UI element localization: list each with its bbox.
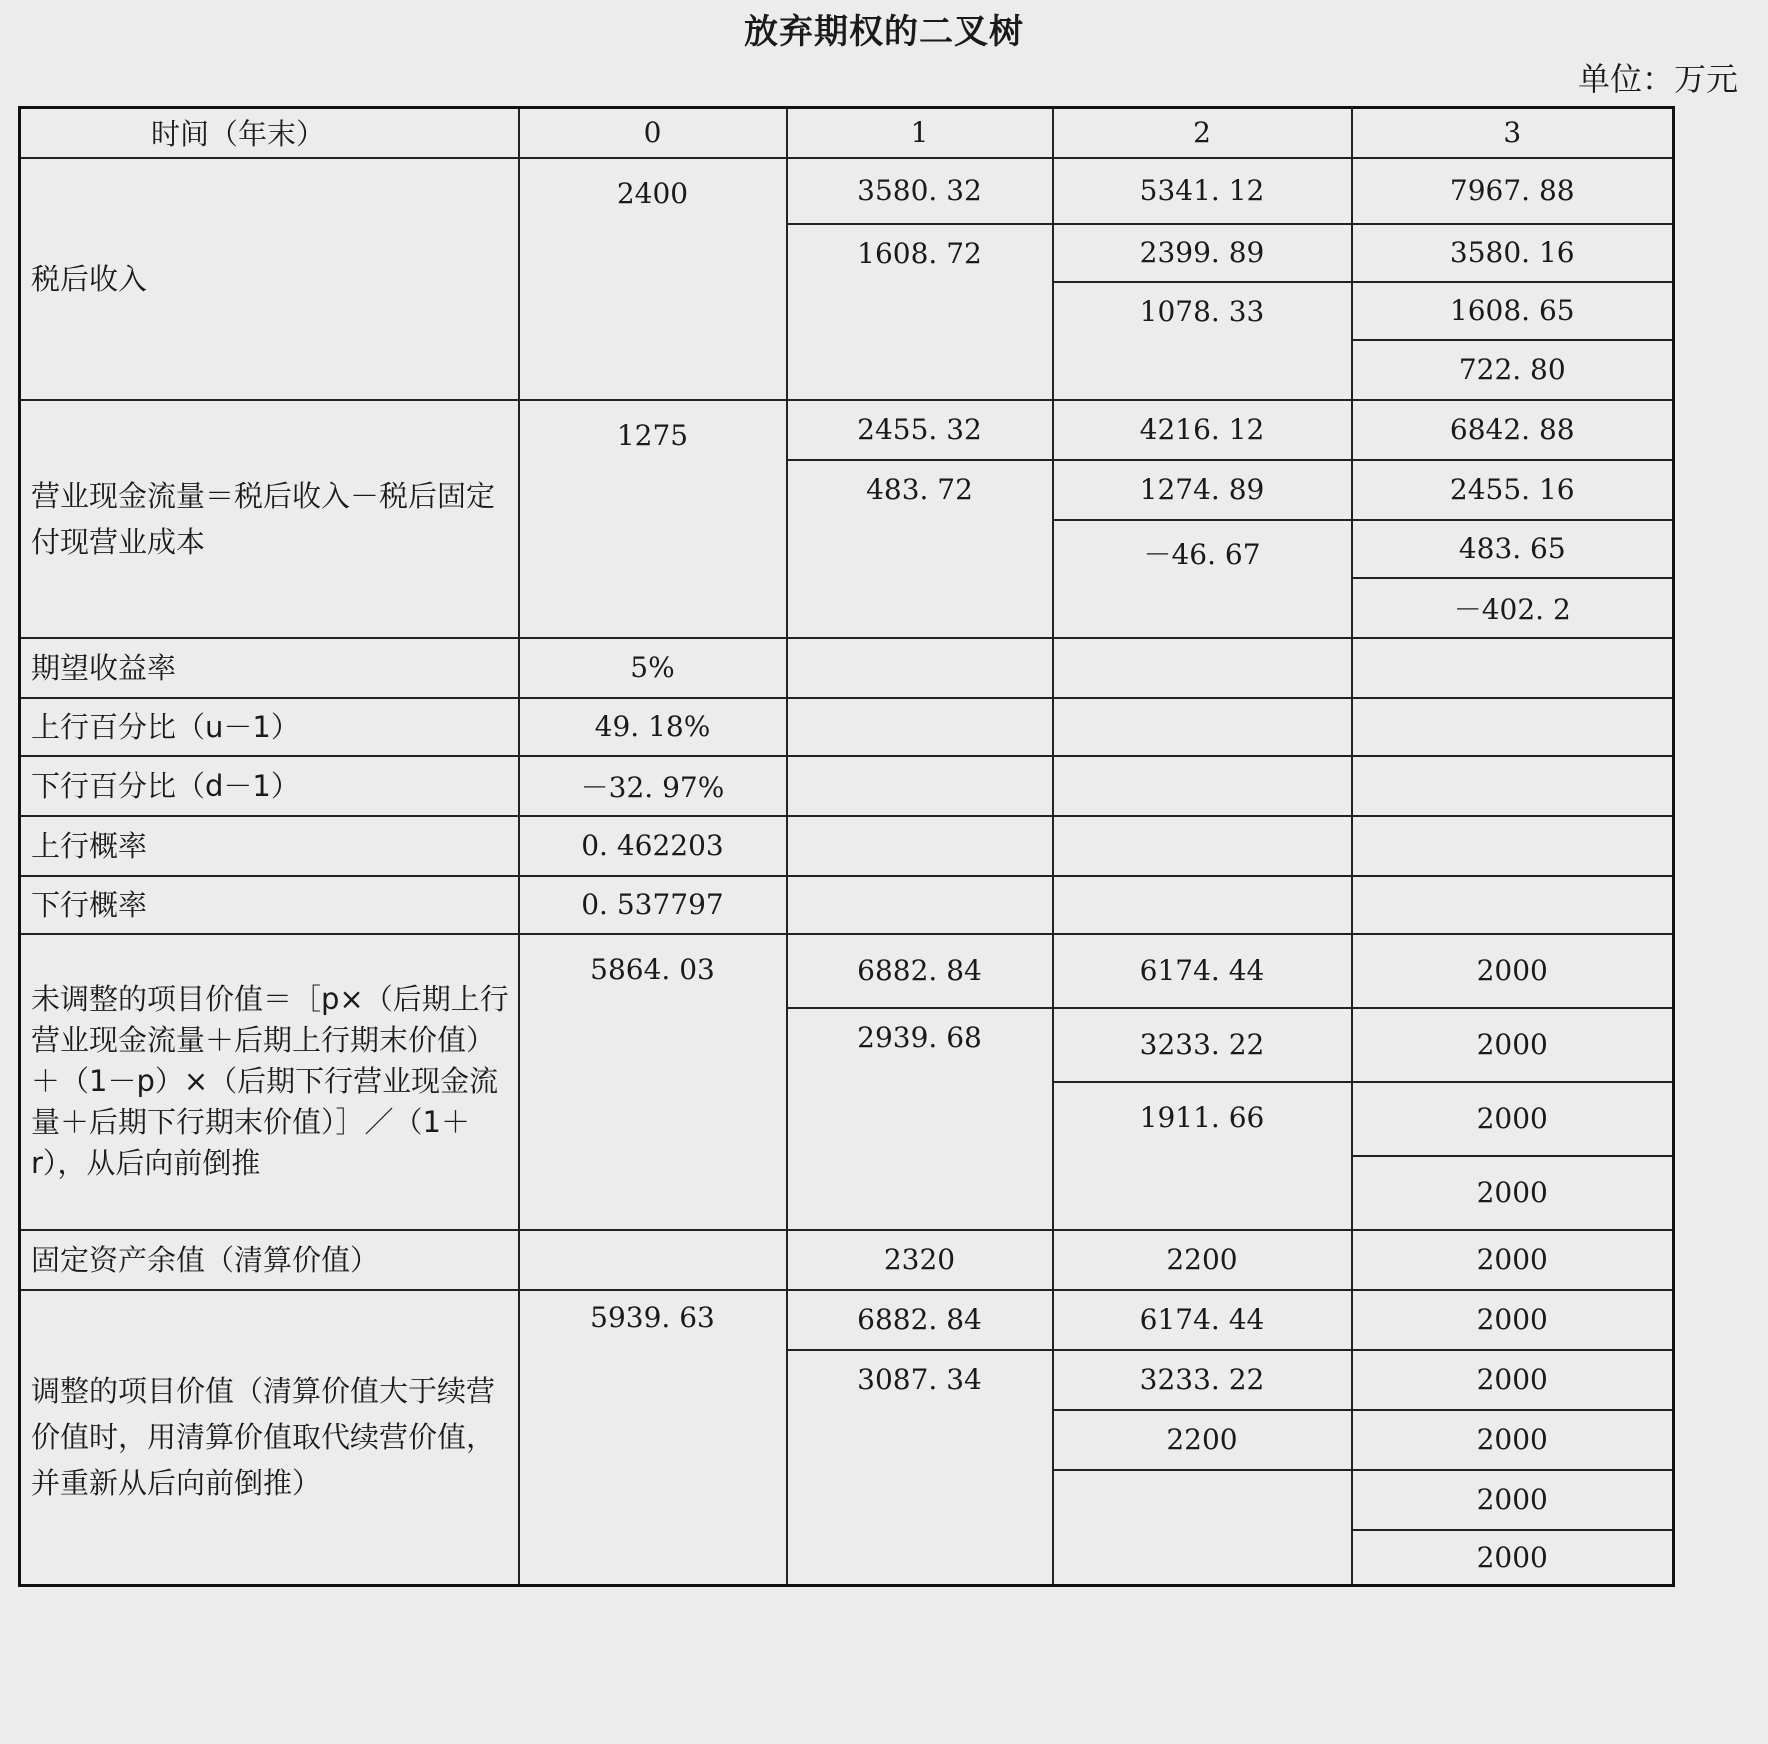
down-pct-value: －32. 97%	[519, 756, 787, 816]
expected-return-value: 5%	[519, 638, 787, 698]
after-tax-revenue-label: 税后收入	[20, 158, 519, 400]
header-row	[20, 108, 1674, 158]
adj-y3-1: 2000	[1352, 1350, 1674, 1410]
binomial-tree-table	[18, 106, 1675, 1587]
salvage-y2: 2200	[1053, 1230, 1352, 1290]
header-year-2: 2	[1053, 108, 1352, 158]
adj-y3-0: 2000	[1352, 1290, 1674, 1350]
ocf-y1-1: 483. 72	[787, 460, 1053, 638]
down-prob-value: 0. 537797	[519, 876, 787, 934]
ocf-y3-2: 483. 65	[1352, 520, 1674, 578]
page-title: 放弃期权的二叉树	[744, 12, 1024, 52]
unadj-y1-0: 6882. 84	[787, 934, 1053, 1008]
ocf-y3-1: 2455. 16	[1352, 460, 1674, 520]
header-year-0: 0	[519, 108, 787, 158]
up-prob-value: 0. 462203	[519, 816, 787, 876]
revenue-y1-1: 1608. 72	[787, 224, 1053, 400]
revenue-y2-1: 2399. 89	[1053, 224, 1352, 282]
unadj-y3-2: 2000	[1352, 1082, 1674, 1156]
adjusted-value-label: 调整的项目价值（清算价值大于续营价值时，用清算价值取代续营价值，并重新从后向前倒推）	[20, 1290, 519, 1586]
revenue-y1-0: 3580. 32	[787, 158, 1053, 224]
adj-y2-0: 6174. 44	[1053, 1290, 1352, 1350]
unadj-y1-1: 2939. 68	[787, 1008, 1053, 1230]
unadj-y3-0: 2000	[1352, 934, 1674, 1008]
ocf-y2-2: －46. 67	[1053, 520, 1352, 638]
ocf-y3-0: 6842. 88	[1352, 400, 1674, 460]
revenue-y3-2: 1608. 65	[1352, 282, 1674, 340]
expected-return-label: 期望收益率	[20, 638, 519, 698]
unit-label: 单位：万元	[1577, 60, 1738, 98]
ocf-y3-3: －402. 2	[1352, 578, 1674, 638]
adj-y3-3: 2000	[1352, 1470, 1674, 1530]
table-row	[20, 158, 1674, 224]
revenue-y3-3: 722. 80	[1352, 340, 1674, 400]
revenue-y3-0: 7967. 88	[1352, 158, 1674, 224]
table-row	[20, 638, 1674, 698]
adj-y1-0: 6882. 84	[787, 1290, 1053, 1350]
header-year-3: 3	[1352, 108, 1674, 158]
adj-y0-0: 5939. 63	[519, 1290, 787, 1586]
revenue-y0-0: 2400	[519, 158, 787, 400]
unadj-y2-0: 6174. 44	[1053, 934, 1352, 1008]
table-row	[20, 934, 1674, 1008]
revenue-y2-2: 1078. 33	[1053, 282, 1352, 400]
salvage-value-label: 固定资产余值（清算价值）	[20, 1230, 519, 1290]
up-prob-label: 上行概率	[20, 816, 519, 876]
adj-y3-2: 2000	[1352, 1410, 1674, 1470]
adj-y3-4: 2000	[1352, 1530, 1674, 1586]
table-row	[20, 816, 1674, 876]
header-year-1: 1	[787, 108, 1053, 158]
revenue-y2-0: 5341. 12	[1053, 158, 1352, 224]
up-pct-value: 49. 18%	[519, 698, 787, 756]
table-row	[20, 756, 1674, 816]
ocf-y0-0: 1275	[519, 400, 787, 638]
table-row	[20, 1230, 1674, 1290]
salvage-y1: 2320	[787, 1230, 1053, 1290]
salvage-y3: 2000	[1352, 1230, 1674, 1290]
table-row	[20, 400, 1674, 460]
unadj-y0-0: 5864. 03	[519, 934, 787, 1230]
unadj-y3-3: 2000	[1352, 1156, 1674, 1230]
unadj-y2-2: 1911. 66	[1053, 1082, 1352, 1230]
down-pct-label: 下行百分比（d－1）	[20, 756, 519, 816]
table-row	[20, 698, 1674, 756]
ocf-y2-1: 1274. 89	[1053, 460, 1352, 520]
up-pct-label: 上行百分比（u－1）	[20, 698, 519, 756]
header-label: 时间（年末）	[20, 108, 519, 158]
operating-cash-flow-label: 营业现金流量＝税后收入－税后固定付现营业成本	[20, 400, 519, 638]
down-prob-label: 下行概率	[20, 876, 519, 934]
ocf-y2-0: 4216. 12	[1053, 400, 1352, 460]
adj-y2-1: 3233. 22	[1053, 1350, 1352, 1410]
ocf-y1-0: 2455. 32	[787, 400, 1053, 460]
revenue-y3-1: 3580. 16	[1352, 224, 1674, 282]
unadjusted-value-label: 未调整的项目价值＝［p×（后期上行营业现金流量＋后期上行期末价值）＋（1－p）×（后期下行营业现金流量＋后期下行期末价值）］／（1＋r），从后向前倒推	[20, 934, 519, 1230]
table-row	[20, 1290, 1674, 1350]
table-row	[20, 876, 1674, 934]
unadj-y2-1: 3233. 22	[1053, 1008, 1352, 1082]
adj-y2-2: 2200	[1053, 1410, 1352, 1470]
adj-y1-1: 3087. 34	[787, 1350, 1053, 1586]
unadj-y3-1: 2000	[1352, 1008, 1674, 1082]
